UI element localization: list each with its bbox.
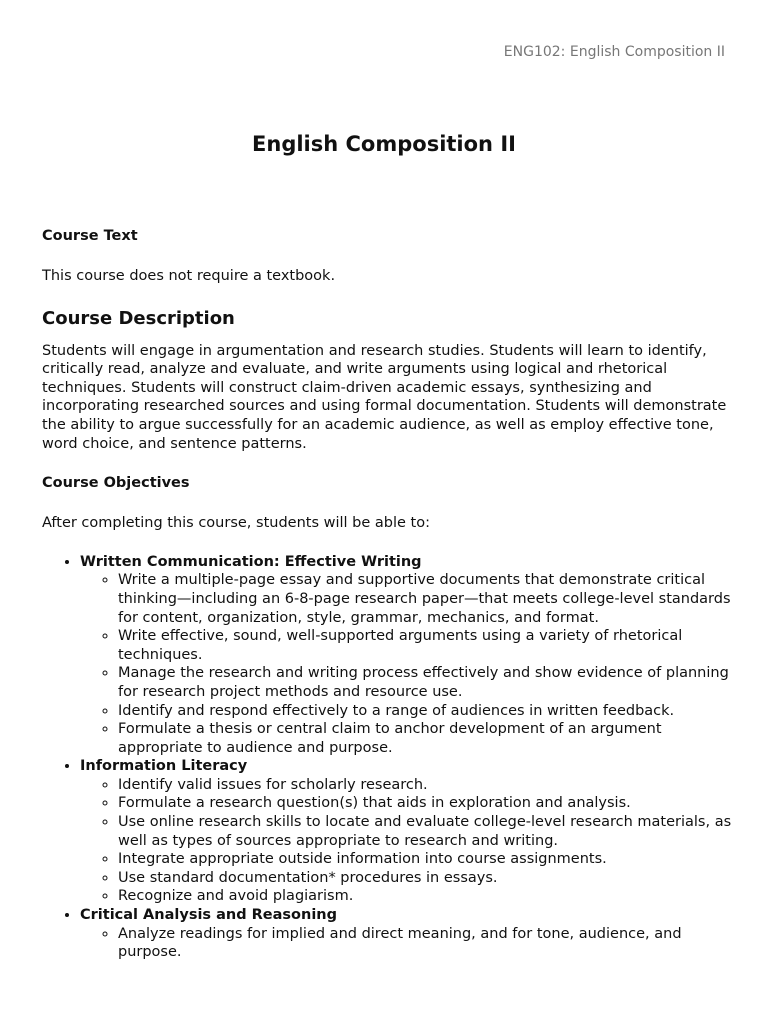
objective-item: ◦ Write a multiple-page essay and supportive documents that demonstrate critical thinking—including an 6-8-page research paper—that meets college-level standards for content, organization, style, grammar, mechanics, and format. [118,571,732,627]
course-objectives-heading: Course Objectives [42,475,190,492]
objective-group-title: Information Literacy [80,758,248,775]
course-description-heading: Course Description [42,307,235,329]
objective-item: ◦ Use online research skills to locate and evaluate college-level research materials, as well as types of sources appropriate to research and writing. [118,813,732,850]
objective-sublist [80,571,732,757]
objective-item: ◦ Integrate appropriate outside information into course assignments. [118,850,732,869]
course-text-heading: Course Text [42,228,138,244]
objective-item: ◦ Manage the research and writing process effectively and show evidence of planning for research project methods and resource use. [118,664,732,701]
objective-group-title: Critical Analysis and Reasoning [80,907,337,924]
objective-sublist [80,925,732,962]
objective-item: ◦ Write effective, sound, well-supported arguments using a variety of rhetorical techniques. [118,627,732,664]
objective-item: ◦ Formulate a thesis or central claim to anchor development of an argument appropriate to audience and purpose. [118,720,732,757]
objective-item: ◦ Identify and respond effectively to a range of audiences in written feedback. [118,702,732,721]
course-objectives-intro: After completing this course, students will be able to: [42,515,430,532]
objectives-list [42,553,732,962]
objective-item: ◦ Analyze readings for implied and direct meaning, and for tone, audience, and purpose. [118,925,732,962]
objective-item: ◦ Formulate a research question(s) that aids in exploration and analysis. [118,794,732,813]
course-description-body: Students will engage in argumentation and research studies. Students will learn to identify, critically read, analyze and evaluate, and write arguments using logical and rhetorical techniques. Students will construct claim-driven academic essays, synthesizing and incorporating researched sources and using formal documentation. Students will demonstrate the ability to argue successfully for an academic audience, as well as employ effective tone, word choice, and sentence patterns. [42,342,727,452]
objective-group-title: Written Communication: Effective Writing [80,553,422,570]
objective-group [80,906,732,962]
objective-sublist [80,776,732,906]
running-header: ENG102: English Composition II [503,44,725,60]
document-body [42,226,732,962]
page-title: English Composition II [252,132,516,156]
objective-item: ◦ Identify valid issues for scholarly research. [118,776,732,795]
course-text-body: This course does not require a textbook. [42,268,336,284]
objective-group [80,553,732,758]
objective-item: ◦ Use standard documentation* procedures in essays. [118,869,732,888]
objective-group [80,757,732,906]
objective-item: ◦ Recognize and avoid plagiarism. [118,887,732,906]
